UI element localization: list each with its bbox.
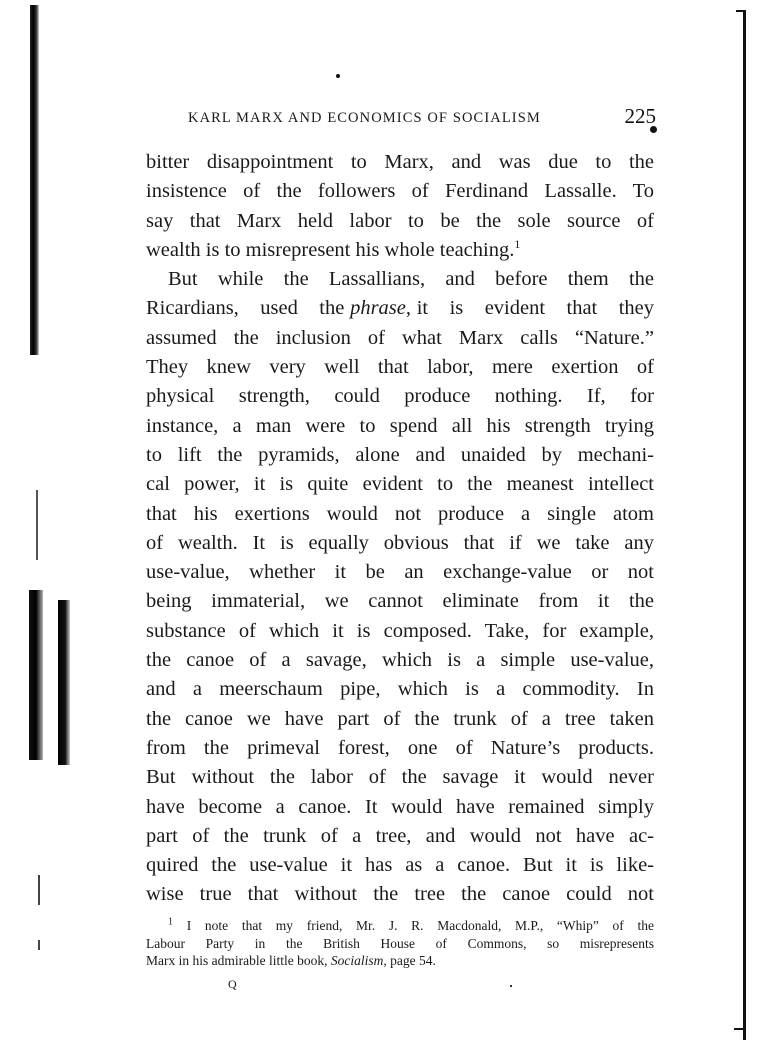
scan-edge-left-tick-small <box>38 940 40 950</box>
text-line: bitter disappointment to Marx, and was due to the <box>146 151 654 173</box>
text-line: quired the use-value it has as a canoe. But it is like- <box>146 854 654 877</box>
footnote-ref: 1 <box>514 237 521 252</box>
text-line: the canoe we have part of the trunk of a tree taken <box>146 707 654 730</box>
signature-mark: Q <box>228 977 237 991</box>
scan-edge-right <box>743 10 746 1040</box>
running-head: KARL MARX AND ECONOMICS OF SOCIALISM <box>188 110 541 126</box>
text-line: But while the Lassallians, and before them the <box>168 268 654 291</box>
scan-edge-left-top <box>30 5 39 355</box>
page-header <box>188 104 656 130</box>
text-line: from the primeval forest, one of Nature’s products. <box>146 736 654 759</box>
body-text <box>146 148 654 910</box>
text-line: say that Marx held labor to be the sole source of <box>146 209 654 232</box>
text-line: physical strength, could produce nothing. If, for <box>146 385 654 408</box>
text-line: Ricardians, used the phrase, it is evident that they <box>146 297 654 320</box>
footnote-line: Labour Party in the British House of Commons, so misrepresents <box>146 935 654 951</box>
scan-speck-small <box>510 985 512 987</box>
text-line: part of the trunk of a tree, and would not have ac- <box>146 824 654 847</box>
book-title: Socialism, <box>330 953 387 968</box>
text-line: use-value, whether it be an exchange-value or not <box>146 561 654 584</box>
scan-speck <box>336 74 340 78</box>
text-line: cal power, it is quite evident to the meanest intellect <box>146 473 654 496</box>
text-line: But without the labor of the savage it would never <box>146 766 654 789</box>
text-line: being immaterial, we cannot eliminate from it the <box>146 590 654 613</box>
text-line: the canoe of a savage, which is a simple use-value, <box>146 649 654 672</box>
scan-edge-left-lower <box>29 590 43 760</box>
scan-edge-right-foot <box>734 1028 746 1030</box>
scan-edge-left-thin <box>36 490 38 560</box>
footnote-line: Marx in his admirable little book, Socialism, page 54. <box>146 953 436 968</box>
text-line: assumed the inclusion of what Marx calls “Nature.” <box>146 326 654 349</box>
footnote-marker: 1 <box>168 916 173 928</box>
text-line: and a meerschaum pipe, which is a commodity. In <box>146 678 654 701</box>
text-line: insistence of the followers of Ferdinand Lassalle. To <box>146 180 654 203</box>
page-number: 225 <box>624 104 656 128</box>
text-line: wealth is to misrepresent his whole teaching.$^1$ <box>146 237 521 261</box>
scan-edge-right-cap <box>736 10 746 12</box>
text-line: that his exertions would not produce a single atom <box>146 502 654 525</box>
text-line: have become a canoe. It would have remained simply <box>146 795 654 818</box>
footnote-line: $^1$ I note that my friend, Mr. J. R. Macdonald, M.P., “Whip” of the <box>168 916 654 933</box>
scan-edge-left-tick <box>38 875 40 905</box>
text-line: instance, a man were to spend all his strength trying <box>146 414 654 437</box>
text-line: wise true that without the tree the canoe could not <box>146 883 654 906</box>
scan-edge-left-lower-inner <box>58 600 70 765</box>
text-line: of wealth. It is equally obvious that if we take any <box>146 531 654 554</box>
text-line: to lift the pyramids, alone and unaided by mechani- <box>146 443 654 466</box>
text-line: substance of which it is composed. Take, for example, <box>146 619 654 642</box>
text-line: They knew very well that labor, mere exertion of <box>146 356 654 379</box>
emphasis: phrase, <box>350 297 411 320</box>
footnote <box>146 917 654 970</box>
